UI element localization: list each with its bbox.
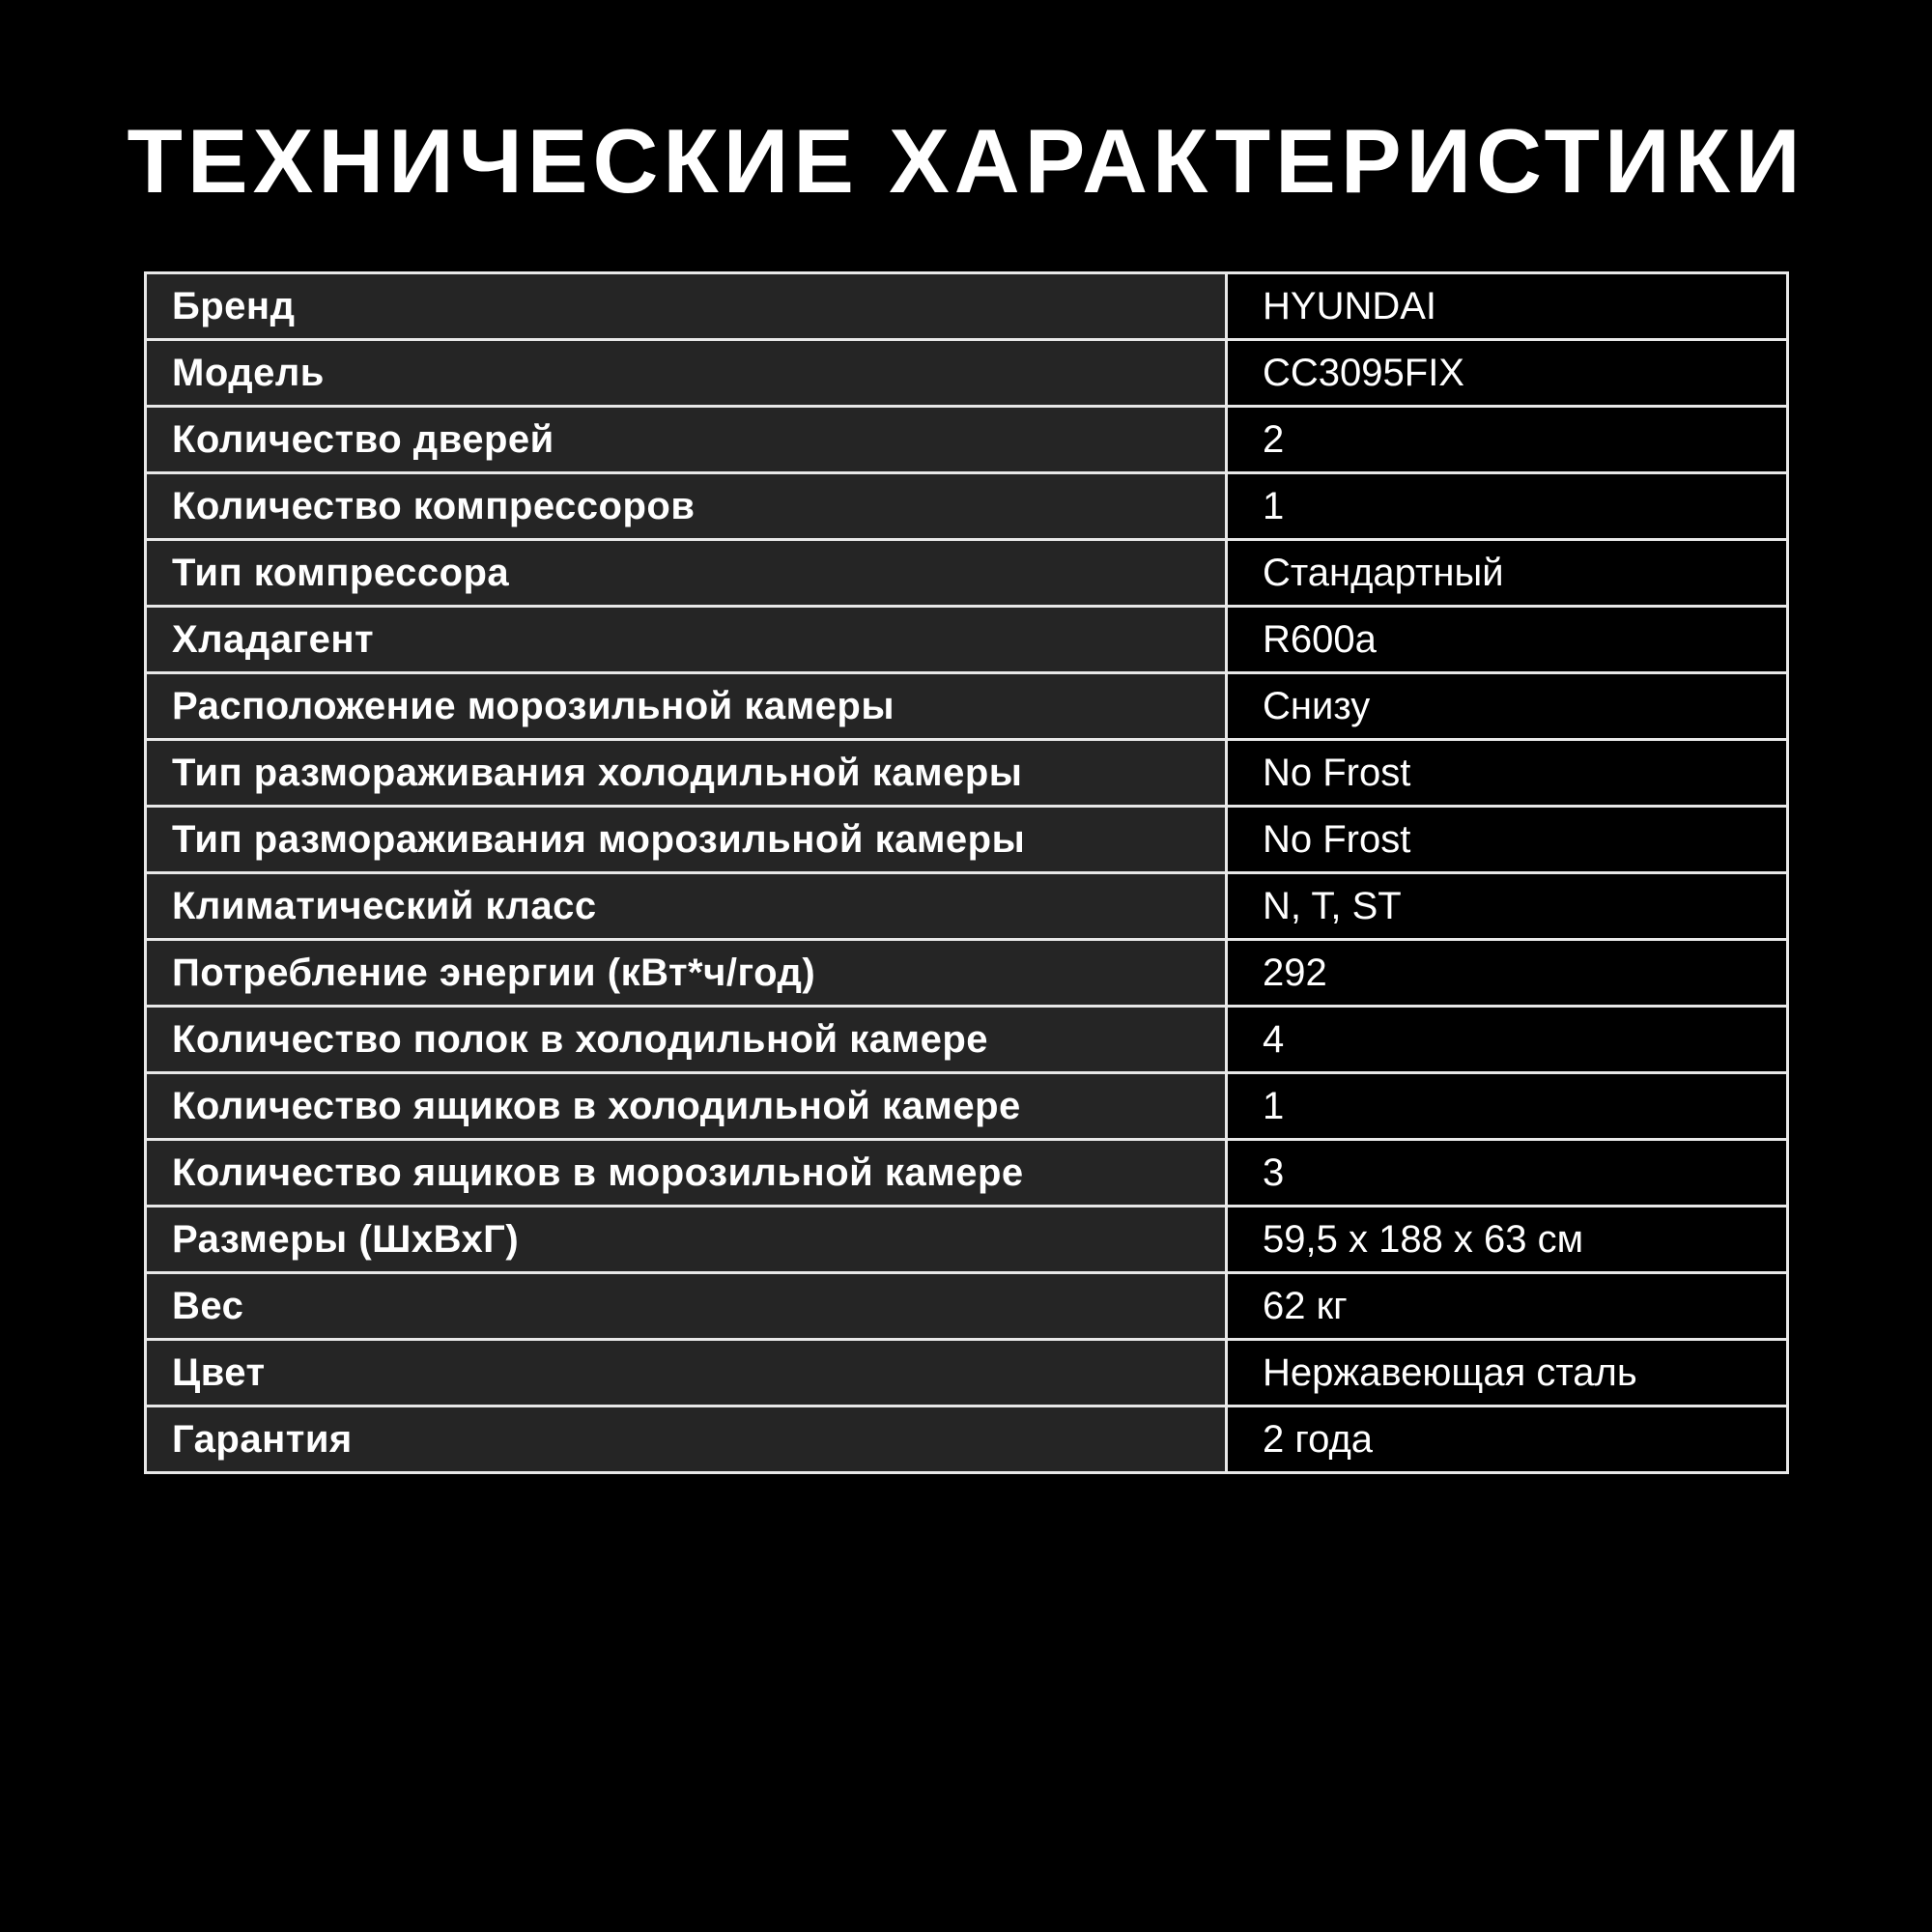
table-row (146, 1340, 1788, 1406)
spec-label: Цвет (146, 1340, 1227, 1406)
spec-value: Стандартный (1227, 540, 1788, 607)
spec-label: Климатический класс (146, 873, 1227, 940)
table-row (146, 873, 1788, 940)
spec-label: Количество полок в холодильной камере (146, 1007, 1227, 1073)
spec-value: 62 кг (1227, 1273, 1788, 1340)
spec-value: R600a (1227, 607, 1788, 673)
spec-label: Хладагент (146, 607, 1227, 673)
specs-table (144, 271, 1789, 1474)
table-row (146, 607, 1788, 673)
spec-label: Гарантия (146, 1406, 1227, 1473)
spec-value: 3 (1227, 1140, 1788, 1207)
table-row (146, 740, 1788, 807)
table-row (146, 1273, 1788, 1340)
table-row (146, 807, 1788, 873)
table-row (146, 473, 1788, 540)
table-row (146, 673, 1788, 740)
spec-label: Бренд (146, 273, 1227, 340)
spec-label: Количество ящиков в морозильной камере (146, 1140, 1227, 1207)
spec-value: No Frost (1227, 740, 1788, 807)
spec-value: 292 (1227, 940, 1788, 1007)
spec-value: 1 (1227, 473, 1788, 540)
spec-value: No Frost (1227, 807, 1788, 873)
spec-value: Нержавеющая сталь (1227, 1340, 1788, 1406)
spec-value: CC3095FIX (1227, 340, 1788, 407)
spec-value: Снизу (1227, 673, 1788, 740)
page-title: ТЕХНИЧЕСКИЕ ХАРАКТЕРИСТИКИ (127, 110, 1805, 212)
spec-label: Количество ящиков в холодильной камере (146, 1073, 1227, 1140)
table-row (146, 940, 1788, 1007)
spec-label: Тип размораживания морозильной камеры (146, 807, 1227, 873)
spec-label: Количество компрессоров (146, 473, 1227, 540)
spec-value: 4 (1227, 1007, 1788, 1073)
spec-label: Модель (146, 340, 1227, 407)
table-row (146, 407, 1788, 473)
table-row (146, 273, 1788, 340)
table-row (146, 540, 1788, 607)
table-row (146, 1073, 1788, 1140)
spec-value: 1 (1227, 1073, 1788, 1140)
spec-value: 2 года (1227, 1406, 1788, 1473)
spec-value: N, T, ST (1227, 873, 1788, 940)
spec-value: HYUNDAI (1227, 273, 1788, 340)
spec-label: Вес (146, 1273, 1227, 1340)
table-row (146, 1140, 1788, 1207)
table-row (146, 340, 1788, 407)
spec-label: Количество дверей (146, 407, 1227, 473)
spec-value: 2 (1227, 407, 1788, 473)
table-row (146, 1207, 1788, 1273)
spec-value: 59,5 x 188 x 63 см (1227, 1207, 1788, 1273)
table-row (146, 1007, 1788, 1073)
spec-label: Расположение морозильной камеры (146, 673, 1227, 740)
spec-label: Потребление энергии (кВт*ч/год) (146, 940, 1227, 1007)
spec-label: Размеры (ШхВхГ) (146, 1207, 1227, 1273)
table-row (146, 1406, 1788, 1473)
spec-label: Тип компрессора (146, 540, 1227, 607)
spec-label: Тип размораживания холодильной камеры (146, 740, 1227, 807)
